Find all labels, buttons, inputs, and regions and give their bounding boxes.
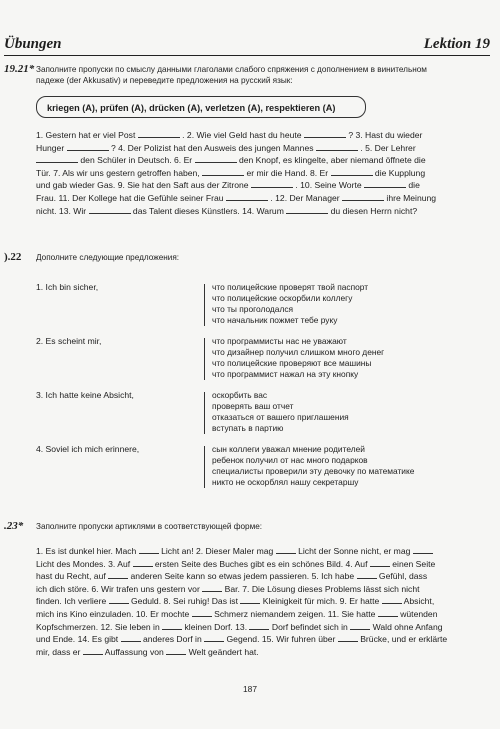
option-item: что полицейские проверят твой паспорт xyxy=(212,282,369,292)
option-item: что ты проголодался xyxy=(212,304,294,314)
option-item: вступать в партию xyxy=(212,423,284,433)
text-fragment: Bar. 7. Die Lösung dieses Problems lässt sich nicht xyxy=(222,583,420,594)
fill-in-blank[interactable] xyxy=(342,192,384,201)
text-fragment: Auffassung von xyxy=(102,646,167,657)
fill-in-blank[interactable] xyxy=(226,192,268,201)
header-rule xyxy=(4,55,490,56)
text-fragment: Kopfschmerzen. 12. Sie leben in xyxy=(36,621,163,632)
fill-in-blank[interactable] xyxy=(249,621,269,630)
text-fragment: kleinen Dorf. 13. xyxy=(182,621,250,632)
exercise-3-number: .23* xyxy=(4,520,24,532)
divider xyxy=(204,392,205,434)
fill-in-blank[interactable] xyxy=(331,167,373,176)
option-item: что начальник пожмет тебе руку xyxy=(212,315,338,325)
text-fragment: anderen Seite kann so etwas jedem passieren. 5. Ich habe xyxy=(128,571,357,582)
text-line xyxy=(36,583,476,596)
text-fragment: die xyxy=(406,180,420,191)
page-number: 187 xyxy=(243,684,257,694)
fill-in-blank[interactable] xyxy=(251,179,293,188)
text-fragment: finden. Ich verliere xyxy=(36,596,109,607)
options-list xyxy=(212,336,384,380)
divider xyxy=(204,338,205,380)
fill-in-blank[interactable] xyxy=(108,570,128,579)
word-box: kriegen (A), prüfen (A), drücken (A), verletzen (A), respektieren (A) xyxy=(36,96,366,118)
option-item: что полицейские проверяют все машины xyxy=(212,358,372,368)
text-fragment: mich ins Kino einzuladen. 10. Er mochte xyxy=(36,608,192,619)
options-list xyxy=(212,444,414,488)
divider xyxy=(204,284,205,326)
exercise-3-text xyxy=(36,545,476,658)
text-line xyxy=(36,129,476,142)
text-fragment: Gefühl, dass xyxy=(376,571,428,582)
option-item: специалисты проверили эту девочку по математике xyxy=(212,466,415,476)
text-fragment: . 10. Seine Worte xyxy=(292,180,365,191)
text-fragment: Dorf befindet sich in xyxy=(269,621,351,632)
text-fragment: das Talent dieses Künstlers. 14. Warum xyxy=(130,205,287,216)
text-fragment: . 5. Der Lehrer xyxy=(357,142,416,153)
sentence-start: 2. Es scheint mir, xyxy=(36,336,102,346)
exercise-2-number: ).22 xyxy=(4,251,22,263)
text-fragment: die Kupplung xyxy=(372,167,426,178)
text-fragment: Tür. 7. Als wir uns gestern getroffen haben, xyxy=(36,167,203,178)
text-fragment: er mir die Hand. 8. Er xyxy=(244,167,331,178)
text-fragment: Licht der Sonne nicht, er mag xyxy=(295,546,413,556)
text-line xyxy=(36,154,476,167)
text-line xyxy=(36,633,476,646)
divider xyxy=(204,446,205,488)
text-line xyxy=(36,205,476,218)
text-fragment: Gegend. 15. Wir fuhren über xyxy=(224,634,338,645)
fill-in-blank[interactable] xyxy=(304,129,346,138)
text-fragment: Licht an! 2. Dieser Maler mag xyxy=(158,546,276,556)
text-fragment: Licht des Mondes. 3. Auf xyxy=(36,558,133,569)
fill-in-blank[interactable] xyxy=(382,595,402,604)
text-fragment: Wald ohne Anfang xyxy=(370,621,443,632)
fill-in-blank[interactable] xyxy=(202,167,244,176)
text-fragment: Absicht, xyxy=(401,596,435,607)
text-line xyxy=(36,595,476,608)
text-fragment: ich dich störe. 6. Wir trafen uns gestern vor xyxy=(36,583,203,594)
fill-in-blank[interactable] xyxy=(364,179,406,188)
fill-in-blank[interactable] xyxy=(138,129,180,138)
fill-in-blank[interactable] xyxy=(83,646,103,655)
text-line xyxy=(36,142,476,155)
text-fragment: ? 3. Hast du wieder xyxy=(345,130,423,140)
fill-in-blank[interactable] xyxy=(338,633,358,642)
text-fragment: den Knopf, es klingelte, aber niemand öffnete die xyxy=(236,155,426,166)
text-fragment: ihre Meinung xyxy=(384,192,437,203)
text-fragment: und gab wieder Gas. 9. Sie hat den Saft aus der Zitrone xyxy=(36,180,251,191)
sentence-start: 1. Ich bin sicher, xyxy=(36,282,99,292)
fill-in-blank[interactable] xyxy=(357,570,377,579)
text-fragment: Frau. 11. Der Kollege hat die Gefühle seiner Frau xyxy=(36,192,226,203)
option-item: проверять ваш отчет xyxy=(212,401,294,411)
text-fragment: Brücke, und er erklärte xyxy=(357,634,448,645)
sentence-start: 3. Ich hatte keine Absicht, xyxy=(36,390,134,400)
text-line xyxy=(36,192,476,205)
fill-in-blank[interactable] xyxy=(121,633,141,642)
exercise-1-instruction xyxy=(36,64,476,86)
fill-in-blank[interactable] xyxy=(240,595,260,604)
text-fragment: du diesen Herrn nicht? xyxy=(328,205,418,216)
text-fragment: den Schüler in Deutsch. 6. Er xyxy=(78,155,195,166)
text-fragment: anderes Dorf in xyxy=(140,634,205,645)
sentence-start: 4. Soviel ich mich erinnere, xyxy=(36,444,140,454)
text-line xyxy=(36,558,476,571)
option-item: ребенок получил от нас много подарков xyxy=(212,455,368,465)
options-list xyxy=(212,390,349,434)
text-fragment: mir, dass er xyxy=(36,646,83,657)
fill-in-blank[interactable] xyxy=(133,558,153,567)
option-item: что программист нажал на эту кнопку xyxy=(212,369,359,379)
text-fragment: Schmerz niemandem zeigen. 11. Sie hatte xyxy=(211,608,378,619)
option-item: оскорбить вас xyxy=(212,390,268,400)
text-fragment: nicht. 13. Wir xyxy=(36,205,89,216)
fill-in-blank[interactable] xyxy=(162,621,182,630)
header-lesson-title: Lektion 19 xyxy=(423,36,490,52)
text-line xyxy=(36,545,476,558)
text-fragment: . 12. Der Manager xyxy=(267,192,343,203)
fill-in-blank[interactable] xyxy=(370,558,390,567)
text-line xyxy=(36,570,476,583)
text-fragment: 1. Es ist dunkel hier. Mach xyxy=(36,546,139,556)
fill-in-blank[interactable] xyxy=(204,633,224,642)
exercise-1-instruction-line: Заполните пропуски по смыслу данными глаголами слабого спряжения с дополнением в винительном xyxy=(36,65,427,74)
exercise-1-instruction-line: падеже (der Akkusativ) и переведите предложения на русский язык: xyxy=(36,76,293,85)
option-item: что программисты нас не уважают xyxy=(212,336,347,346)
option-item: отказаться от вашего приглашения xyxy=(212,412,349,422)
text-fragment: ersten Seite des Buches gibt es ein schönes Bild. 4. Auf xyxy=(152,558,370,569)
fill-in-blank[interactable] xyxy=(192,608,212,617)
fill-in-blank[interactable] xyxy=(378,608,398,617)
text-line xyxy=(36,179,476,192)
fill-in-blank[interactable] xyxy=(109,595,129,604)
text-fragment: 1. Gestern hat er viel Post xyxy=(36,130,138,140)
fill-in-blank[interactable] xyxy=(36,154,78,163)
fill-in-blank[interactable] xyxy=(413,545,433,554)
exercise-1-number: 19.21* xyxy=(4,63,35,75)
text-fragment: ? 4. Der Polizist hat den Ausweis des jungen Mannes xyxy=(108,142,316,153)
text-fragment: Kleinigkeit für mich. 9. Er hatte xyxy=(260,596,382,607)
fill-in-blank[interactable] xyxy=(139,545,159,554)
options-list xyxy=(212,282,368,326)
fill-in-blank[interactable] xyxy=(166,646,186,655)
fill-in-blank[interactable] xyxy=(276,545,296,554)
fill-in-blank[interactable] xyxy=(202,583,222,592)
exercise-2-instruction: Дополните следующие предложения: xyxy=(36,253,180,262)
header-section-title: Übungen xyxy=(4,36,62,52)
option-item: сын коллеги уважал мнение родителей xyxy=(212,444,365,454)
text-line xyxy=(36,621,476,634)
option-item: никто не оскорблял нашу секретаршу xyxy=(212,477,359,487)
text-line xyxy=(36,167,476,180)
fill-in-blank[interactable] xyxy=(316,142,358,151)
fill-in-blank[interactable] xyxy=(67,142,109,151)
exercise-1-text xyxy=(36,129,476,217)
text-fragment: wütenden xyxy=(397,608,438,619)
fill-in-blank[interactable] xyxy=(89,205,131,214)
fill-in-blank[interactable] xyxy=(286,205,328,214)
text-fragment: . 2. Wie viel Geld hast du heute xyxy=(179,130,304,140)
text-fragment: hast du Recht, auf xyxy=(36,571,109,582)
text-fragment: einen Seite xyxy=(389,558,436,569)
page-header xyxy=(4,36,490,53)
fill-in-blank[interactable] xyxy=(195,154,237,163)
text-fragment: und Ende. 14. Es gibt xyxy=(36,634,121,645)
exercise-3-instruction: Заполните пропуски артиклями в соответствующей форме: xyxy=(36,522,263,531)
text-fragment: Geduld. 8. Sei ruhig! Das ist xyxy=(128,596,241,607)
fill-in-blank[interactable] xyxy=(350,621,370,630)
option-item: что полицейские оскорбили коллегу xyxy=(212,293,353,303)
text-line xyxy=(36,646,476,659)
text-line xyxy=(36,608,476,621)
text-fragment: Welt geändert hat. xyxy=(186,646,259,657)
text-fragment: Hunger xyxy=(36,142,67,153)
option-item: что дизайнер получил слишком много денег xyxy=(212,347,385,357)
